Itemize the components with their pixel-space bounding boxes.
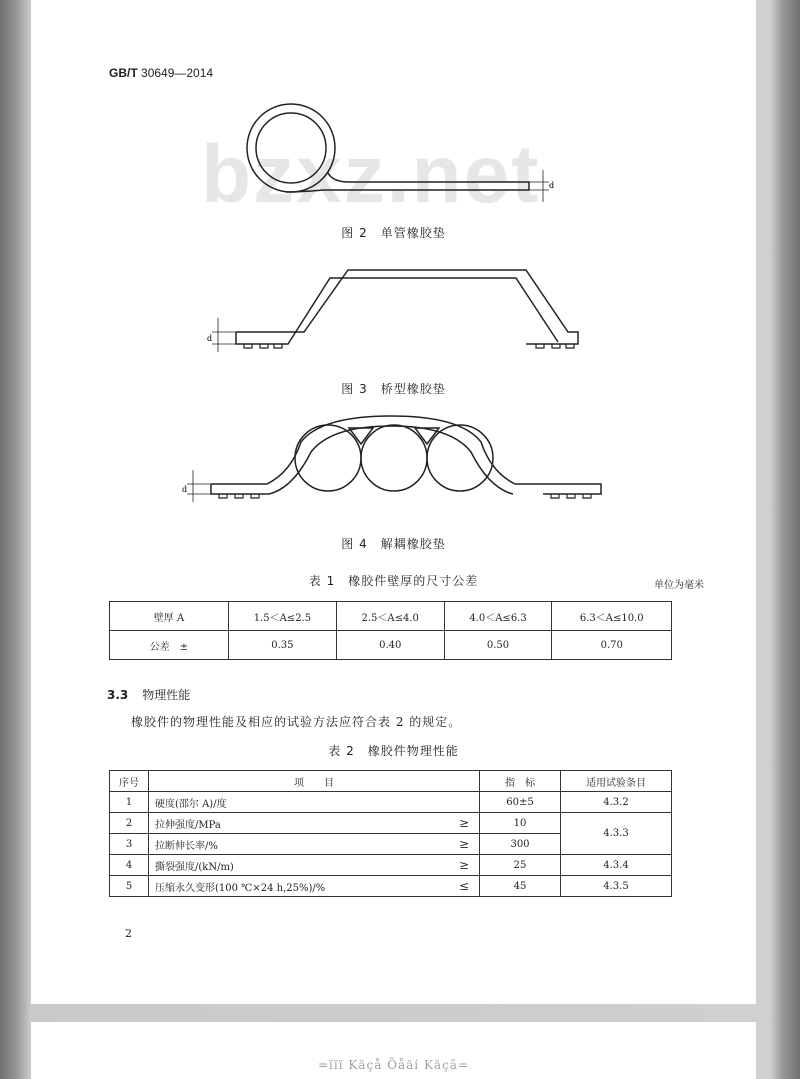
- table-2-title: 表 2 橡胶件物理性能: [328, 744, 459, 758]
- table-row: 1 硬度(邵尔 A)/度 60±5 4.3.2: [110, 792, 672, 813]
- watermark: bzxz.net: [201, 129, 541, 220]
- figure-2-dim-label: d: [549, 181, 555, 190]
- table-row: 3 拉断伸长率/% ≥ 300: [110, 834, 672, 855]
- body-paragraph: 橡胶件的物理性能及相应的试验方法应符合表 2 的规定。: [131, 715, 462, 729]
- figure-4-drawing: [181, 412, 611, 504]
- figure-4-dim-label: d: [182, 485, 188, 494]
- standard-number: GB/T 30649—2014: [109, 66, 214, 80]
- figure-2-drawing: [231, 96, 571, 208]
- table-2: [109, 770, 672, 897]
- figure-3-dim-label: d: [207, 334, 213, 343]
- figure-3-caption: 图 3 桥型橡胶垫: [341, 382, 446, 396]
- document-page: [31, 0, 756, 1004]
- footer-text: =ïïï Käçå Õåäí Käçã=: [317, 1058, 470, 1072]
- table-1: [109, 601, 672, 660]
- table-row: 公差 ± 0.35 0.40 0.50 0.70: [110, 631, 672, 660]
- table-row: 5 压缩永久变形(100 ℃×24 h,25%)/% ≤ 45 4.3.5: [110, 876, 672, 897]
- figure-2-caption: 图 2 单管橡胶垫: [341, 226, 446, 240]
- table-header-row: 序号 项 目 指 标 适用试验条目: [110, 771, 672, 792]
- figure-4-caption: 图 4 解耦橡胶垫: [341, 537, 446, 551]
- table-row: 壁厚 A 1.5＜A≤2.5 2.5＜A≤4.0 4.0＜A≤6.3 6.3＜A≤10.0: [110, 602, 672, 631]
- table-1-title: 表 1 橡胶件壁厚的尺寸公差: [308, 574, 479, 588]
- table-row: 2 拉伸强度/MPa ≥ 10 4.3.3: [110, 813, 672, 834]
- next-page: [31, 1022, 756, 1079]
- figure-3-drawing: [206, 262, 606, 354]
- table-1-unit: 单位为毫米: [654, 580, 704, 591]
- page-number: 2: [125, 927, 132, 940]
- section-heading: 3.3 物理性能: [107, 688, 191, 702]
- table-row: 4 撕裂强度/(kN/m) ≥ 25 4.3.4: [110, 855, 672, 876]
